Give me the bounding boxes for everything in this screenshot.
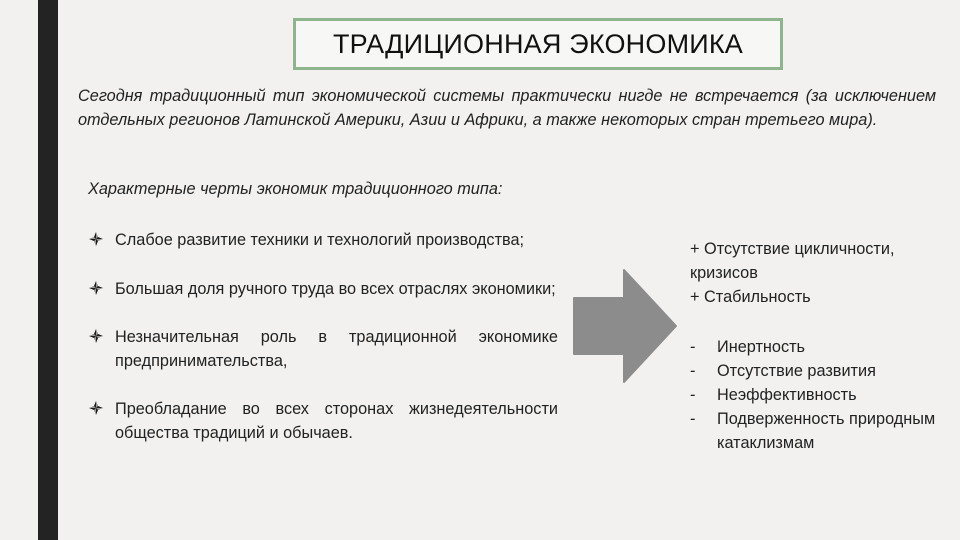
slide-title: ТРАДИЦИОННАЯ ЭКОНОМИКА: [332, 28, 744, 59]
list-item: [88, 325, 558, 373]
bullet-text: Слабое развитие техники и технологий производства;: [115, 231, 525, 249]
dash-marker: -: [690, 410, 696, 428]
disadvantage-item: [690, 407, 950, 455]
disadvantage-text: Подверженность природным катаклизмам: [717, 410, 936, 452]
dash-marker: -: [690, 386, 696, 404]
disadvantage-item: [690, 383, 950, 407]
intro-paragraph: Сегодня традиционный тип экономической системы практически нигде не встречается (за исключением отдельных регионов Латинской Америки, Азии и Африки, а также некоторых стран третьего мира).: [78, 87, 936, 129]
title-box: [293, 18, 783, 70]
disadvantage-text: Отсутствие развития: [717, 362, 876, 380]
right-arrow-icon: [572, 268, 678, 384]
bullet-text: Преобладание во всех сторонах жизнедеятельности общества традиций и обычаев.: [115, 400, 558, 442]
dash-marker: -: [690, 362, 696, 380]
disadvantage-text: Неэффективность: [717, 386, 857, 404]
bullet-text: Большая доля ручного труда во всех отраслях экономики;: [115, 280, 556, 298]
diamond-bullet-icon: [88, 400, 104, 416]
disadvantages-list: [690, 335, 950, 455]
advantage-item: + Стабильность: [690, 288, 811, 306]
disadvantage-text: Инертность: [717, 338, 806, 356]
traits-heading: Характерные черты экономик традиционного типа:: [88, 180, 503, 198]
traits-list: [88, 228, 558, 445]
diamond-bullet-icon: [88, 328, 104, 344]
bullet-text: Незначительная роль в традиционной экономике предпринимательства,: [115, 328, 558, 370]
dash-marker: -: [690, 338, 696, 356]
list-item: [88, 228, 558, 252]
disadvantage-item: [690, 335, 950, 359]
list-item: [88, 397, 558, 445]
disadvantage-item: [690, 359, 950, 383]
advantage-item: + Отсутствие цикличности, кризисов: [690, 240, 895, 282]
diamond-bullet-icon: [88, 231, 104, 247]
list-item: [88, 277, 558, 301]
advantages-list: [690, 237, 950, 309]
left-accent-bar: [38, 0, 58, 540]
diamond-bullet-icon: [88, 280, 104, 296]
